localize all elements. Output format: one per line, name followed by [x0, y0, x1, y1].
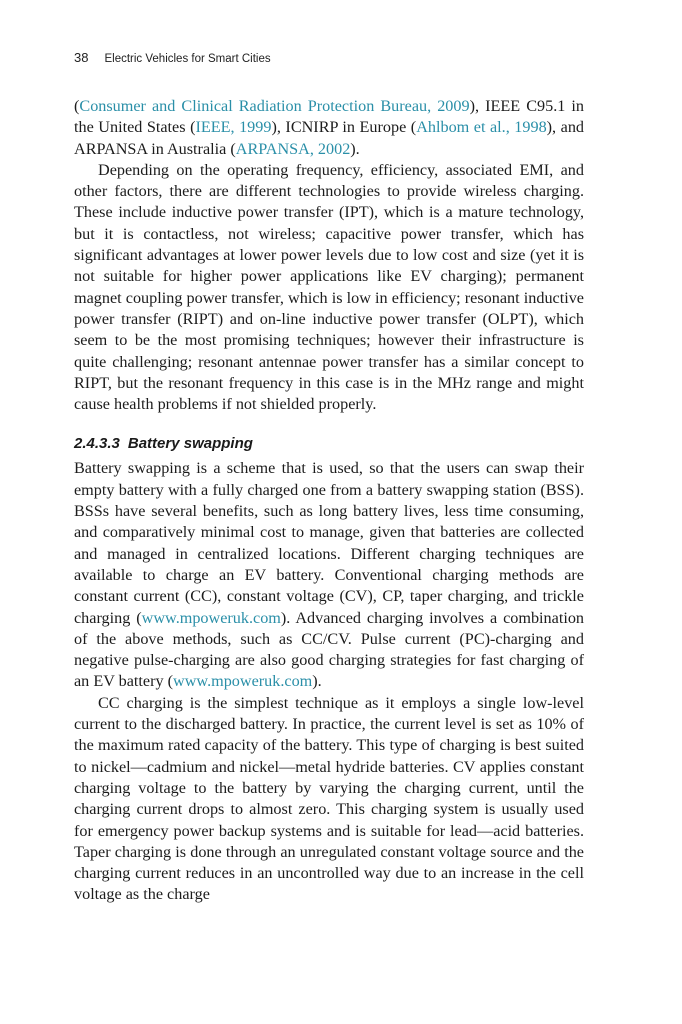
- text-fragment: ). Advanced charging involves a combination of the above methods, such as CC/CV. Pulse current (PC)-charging and negative pulse-charging are also good charging strategies for fast charging of an EV battery (: [74, 608, 585, 691]
- page-number: 38: [74, 50, 89, 65]
- text-fragment: ), ICNIRP in Europe (: [271, 118, 417, 137]
- body-text: [74, 96, 584, 906]
- text-fragment: Battery swapping is a scheme that is used, so that the users can swap their empty battery with a fully charged one from a battery swapping station (BSS). BSSs have several benefits, such as long battery lives, less time consuming, and comparatively minimal cost to manage, given that batteries are collected and managed in centralized locations. Different charging techniques are available to charge an EV battery. Conventional charging methods are constant current (CC), constant voltage (CV), CP, taper charging, and trickle charging (: [74, 459, 584, 627]
- text-fragment: (: [74, 97, 80, 115]
- paragraph-references: [74, 96, 584, 160]
- text-fragment: ), and ARPANSA in Australia (: [74, 118, 585, 158]
- paragraph-cc-charging: CC charging is the simplest technique as it employs a single low-level current to the discharged battery. In practice, the current level is set as 10% of the maximum rated capacity of the battery. This type of charging is best suited to nickel—cadmium and nickel—metal hydride batteries. CV applies constant charging voltage to the battery by varying the charging current, until the charging current drops to almost zero. This charging system is usually used for emergency power backup systems and is suitable for lead—acid batteries. Taper charging is done through an unregulated constant voltage source and the charging current reduces in an uncontrolled way due to an increase in the cell voltage as the charge: [74, 693, 584, 904]
- section-title: Battery swapping: [127, 435, 253, 453]
- paragraph-battery-swapping: [74, 458, 584, 692]
- web-link-mpoweruk[interactable]: www.mpoweruk.com: [173, 672, 313, 691]
- paragraph-wireless-charging: Depending on the operating frequency, efficiency, associated EMI, and other factors, there are different technologies to provide wireless charging. These include inductive power transfer (IPT), which is a mature technology, but it is contactless, not wireless; capacitive power transfer, which has significant advantages at lower power levels due to low cost and size (yet it is not suitable for higher power applications like EV charging); permanent magnet coupling power transfer, which is low in efficiency; resonant inductive power transfer (RIPT) and on-line inductive power transfer (OLPT), which seem to be the most promising techniques; however their infrastructure is quite challenging; resonant antennae power transfer has a similar concept to RIPT, but the resonant frequency in this case is in the MHz range and might cause health problems if not shielded properly.: [74, 160, 584, 414]
- citation-link-consumer-bureau[interactable]: Consumer and Clinical Radiation Protection Bureau, 2009: [79, 97, 470, 115]
- text-fragment: ), IEEE C95.1 in the United States (: [74, 97, 584, 137]
- citation-link-arpansa[interactable]: ARPANSA, 2002: [235, 139, 351, 158]
- section-number: 2.4.3.3: [74, 435, 120, 453]
- text-fragment: ).: [350, 139, 360, 158]
- book-title: Electric Vehicles for Smart Cities: [104, 53, 271, 65]
- citation-link-ieee[interactable]: IEEE, 1999: [195, 118, 272, 137]
- section-heading: [74, 434, 584, 454]
- citation-link-ahlbom[interactable]: Ahlbom et al., 1998: [416, 118, 547, 137]
- running-header: [74, 50, 271, 65]
- web-link-mpoweruk[interactable]: www.mpoweruk.com: [141, 608, 281, 627]
- text-fragment: ).: [312, 672, 322, 691]
